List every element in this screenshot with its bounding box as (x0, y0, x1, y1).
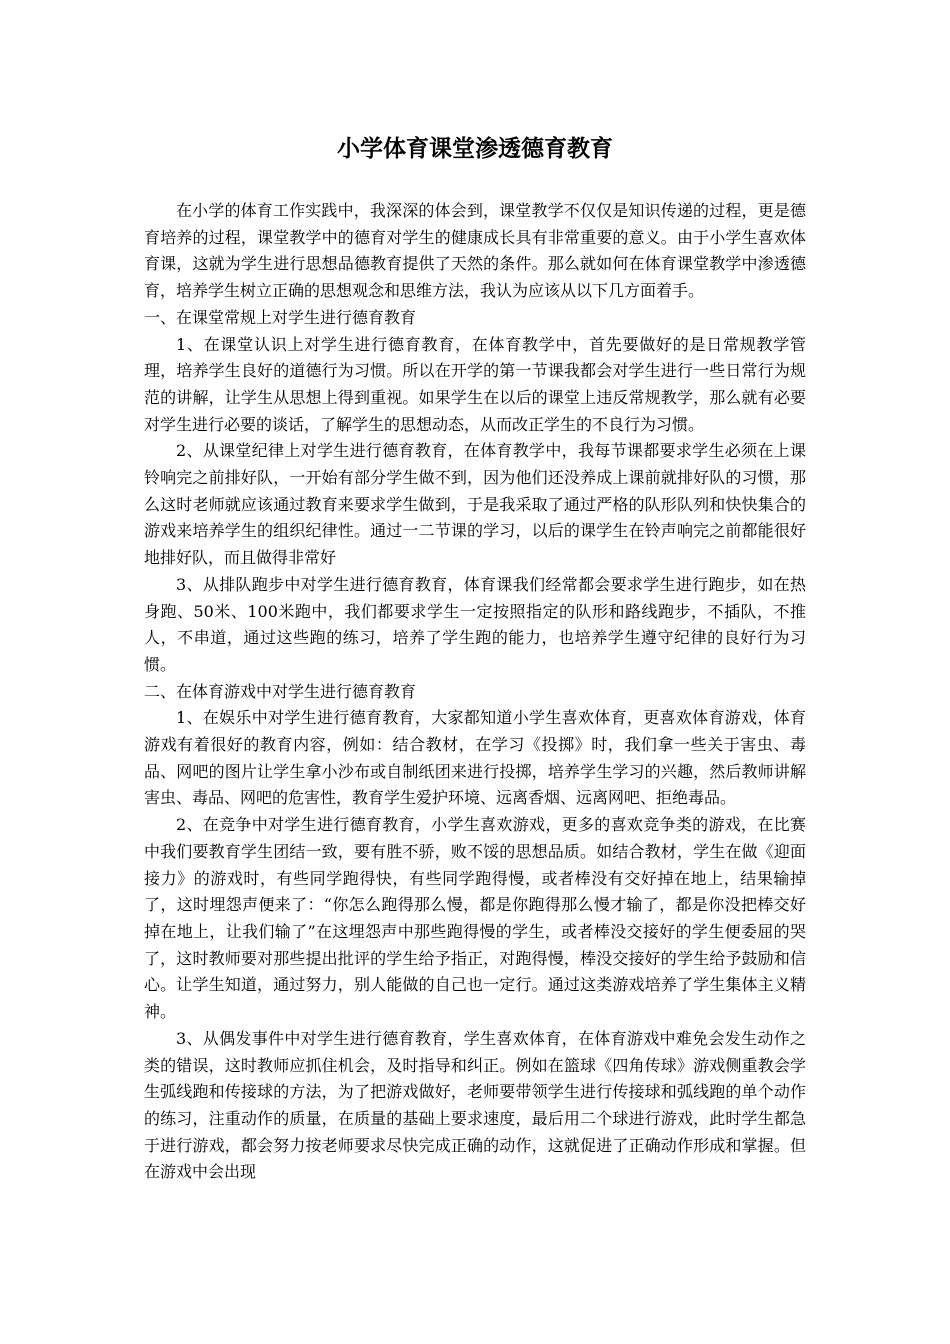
section2-paragraph-1: 1、在娱乐中对学生进行德育教育，大家都知道小学生喜欢体育，更喜欢体育游戏，体育游戏有着很好的教育内容，例如：结合教材，在学习《投掷》时，我们拿一些关于害虫、毒品、网吧的图片让学生拿小沙布或自制纸团来进行投掷，培养学生学习的兴趣，然后教师讲解害虫、毒品、网吧的危害性，教育学生爱护环境、远离香烟、远离网吧、拒绝毒品。 (144, 708, 806, 808)
intro-paragraph: 在小学的体育工作实践中，我深深的体会到，课堂教学不仅仅是知识传递的过程，更是德育培养的过程，课堂教学中的德育对学生的健康成长具有非常重要的意义。由于小学生喜欢体育课，这就为学生进行思想品德教育提供了天然的条件。那么就如何在体育课堂教学中渗透德育，培养学生树立正确的思想观念和思维方法，我认为应该从以下几方面着手。 (144, 201, 806, 301)
section-heading-2: 二、在体育游戏中对学生进行德育教育 (144, 681, 417, 701)
section1-paragraph-3: 3、从排队跑步中对学生进行德育教育，体育课我们经常都会要求学生进行跑步，如在热身跑、50米、100米跑中，我们都要求学生一定按照指定的队形和路线跑步，不插队，不推人，不串道，通过这些跑的练习，培养了学生跑的能力，也培养学生遵守纪律的良好行为习惯。 (144, 574, 806, 674)
document-title: 小学体育课堂渗透德育教育 (337, 135, 613, 162)
section-heading-1: 一、在课堂常规上对学生进行德育教育 (144, 307, 417, 327)
section2-paragraph-2: 2、在竞争中对学生进行德育教育，小学生喜欢游戏，更多的喜欢竞争类的游戏，在比赛中我们要教育学生团结一致，要有胜不骄，败不馁的思想品质。如结合教材，学生在做《迎面接力》的游戏时，有些同学跑得快，有些同学跑得慢，或者棒没有交好掉在地上，结果输掉了，这时埋怨声便来了：“你怎么跑得那么慢，都是你跑得那么慢才输了，都是你没把棒交好掉在地上，让我们输了”在这埋怨声中那些跑得慢的学生，或者棒没交接好的学生便委屈的哭了，这时教师要对那些提出批评的学生给予指正，对跑得慢，棒没交接好的学生给予鼓励和信心。让学生知道，通过努力，别人能做的自己也一定行。通过这类游戏培养了学生集体主义精神。 (144, 815, 806, 1022)
section1-paragraph-2: 2、从课堂纪律上对学生进行德育教育，在体育教学中，我每节课都要求学生必须在上课铃响完之前排好队，一开始有部分学生做不到，因为他们还没养成上课前就排好队的习惯，那么这时老师就应该通过教育来要求学生做到，于是我采取了通过严格的队形队列和快快集合的游戏来培养学生的组织纪律性。通过一二节课的学习，以后的课学生在铃声响完之前都能很好地排好队，而且做得非常好 (144, 441, 806, 568)
document-body (144, 198, 806, 1186)
section1-paragraph-1: 1、在课堂认识上对学生进行德育教育，在体育教学中，首先要做好的是日常规教学管理，培养学生良好的道德行为习惯。所以在开学的第一节课我都会对学生进行一些日常行为规范的讲解，让学生从思想上得到重视。如果学生在以后的课堂上违反常规教学，那么就有必要对学生进行必要的谈话，了解学生的思想动态，从而改正学生的不良行为习惯。 (144, 334, 806, 434)
section2-paragraph-3: 3、从偶发事件中对学生进行德育教育，学生喜欢体育，在体育游戏中难免会发生动作之类的错误，这时教师应抓住机会，及时指导和纠正。例如在篮球《四角传球》游戏侧重教会学生弧线跑和传接球的方法，为了把游戏做好，老师要带领学生进行传接球和弧线跑的单个动作的练习，注重动作的质量，在质量的基础上要求速度，最后用二个球进行游戏，此时学生都急于进行游戏，都会努力按老师要求尽快完成正确的动作，这就促进了正确动作形成和掌握。但在游戏中会出现 (144, 1028, 806, 1182)
